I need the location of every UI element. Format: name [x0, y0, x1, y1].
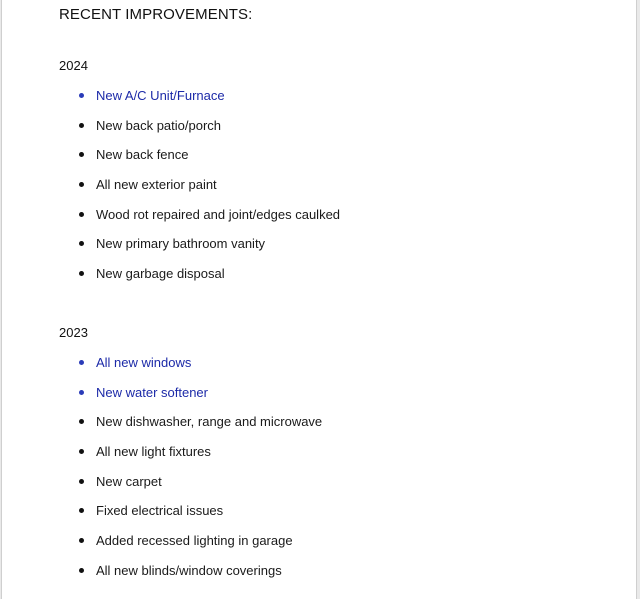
bullet-icon	[79, 390, 84, 395]
list-item	[2, 383, 322, 413]
list-item	[2, 561, 322, 591]
list-item-text: New dishwasher, range and microwave	[96, 414, 323, 430]
list-item	[2, 145, 340, 175]
list-item	[2, 531, 322, 561]
list-item	[2, 205, 340, 235]
list-item-text: New back fence	[96, 147, 189, 163]
list-item	[2, 234, 340, 264]
bullet-icon	[79, 182, 84, 187]
list-item	[2, 501, 322, 531]
list-item	[2, 264, 340, 294]
section-year-2023: 2023	[59, 325, 88, 340]
list-item	[2, 353, 322, 383]
list-item-text: All new windows	[96, 355, 192, 370]
bullet-icon	[79, 241, 84, 246]
list-item	[2, 412, 322, 442]
bullet-icon	[79, 271, 84, 276]
list-item-text: Added recessed lighting in garage	[96, 533, 293, 549]
page-heading: RECENT IMPROVEMENTS:	[59, 6, 253, 23]
bullet-icon	[79, 449, 84, 454]
list-item-text: New garbage disposal	[96, 266, 225, 282]
list-item	[2, 86, 340, 116]
list-item-text: Wood rot repaired and joint/edges caulked	[96, 206, 341, 222]
bullet-icon	[79, 360, 84, 365]
list-item	[2, 116, 340, 146]
section-year-2024: 2024	[59, 58, 88, 73]
bullet-icon	[79, 508, 84, 513]
list-item-text: New water softener	[96, 384, 208, 400]
list-item-text: New back patio/porch	[96, 117, 222, 133]
list-item	[2, 175, 340, 205]
improvements-list-2024	[2, 86, 340, 294]
bullet-icon	[79, 123, 84, 128]
list-item-text: New A/C Unit/Furnace	[96, 88, 225, 103]
bullet-icon	[79, 538, 84, 543]
list-item-text: All new blinds/window coverings	[96, 562, 282, 578]
list-item-text: All new exterior paint	[96, 177, 217, 193]
list-item-text: All new light fixtures	[96, 444, 211, 460]
list-item	[2, 472, 322, 502]
bullet-icon	[79, 419, 84, 424]
bullet-icon	[79, 93, 84, 98]
bullet-icon	[79, 212, 84, 217]
list-item	[2, 442, 322, 472]
bullet-icon	[79, 568, 84, 573]
list-item-text: New primary bathroom vanity	[96, 236, 266, 252]
improvements-list-2023	[2, 353, 322, 591]
bullet-icon	[79, 152, 84, 157]
list-item-text: Fixed electrical issues	[96, 503, 224, 519]
document-page	[1, 0, 637, 599]
bullet-icon	[79, 479, 84, 484]
list-item-text: New carpet	[96, 473, 162, 489]
